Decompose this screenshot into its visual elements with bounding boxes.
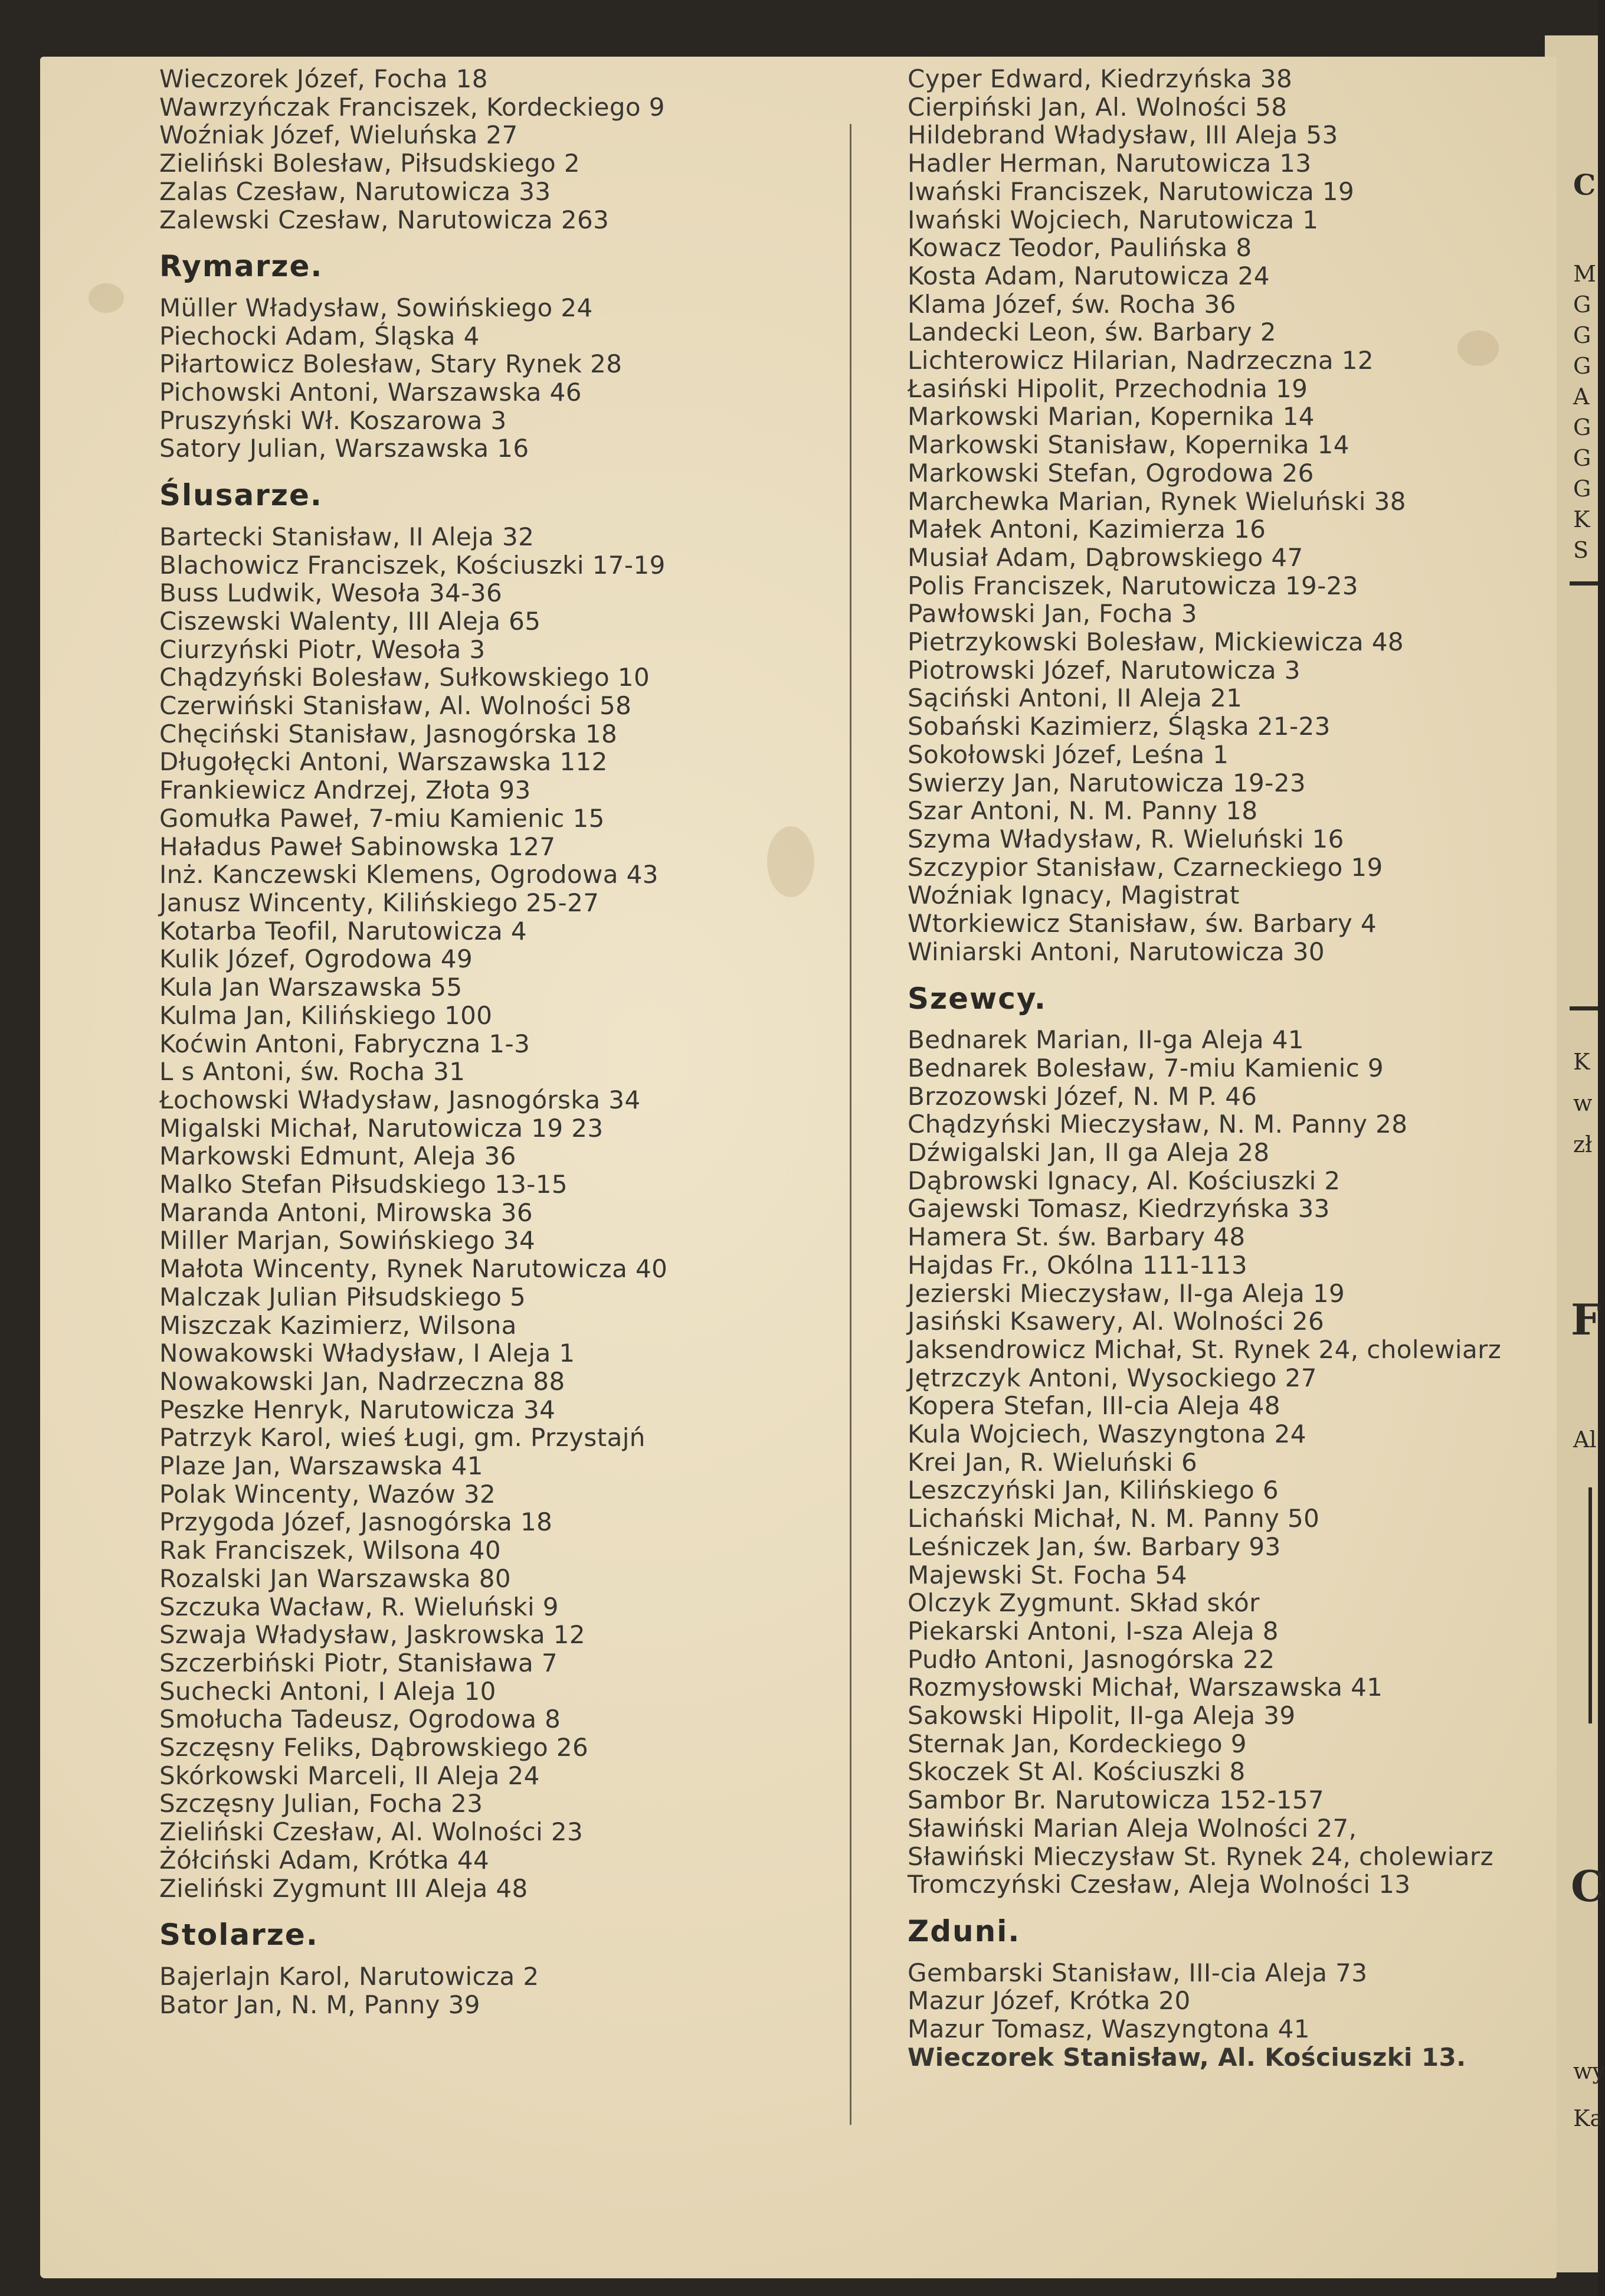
list-entry: Wieczorek Stanisław, Al. Kościuszki 13. xyxy=(908,2042,1466,2072)
list-entry: Szczypior Stanisław, Czarneckiego 19 xyxy=(908,852,1383,882)
list-entry: Kotarba Teofil, Narutowicza 4 xyxy=(159,916,528,946)
list-entry: Jasiński Ksawery, Al. Wolności 26 xyxy=(908,1307,1325,1336)
stolarze-list xyxy=(159,1963,838,2019)
list-entry: Klama Józef, św. Rocha 36 xyxy=(908,289,1236,319)
list-entry: Müller Władysław, Sowińskiego 24 xyxy=(159,293,593,322)
list-entry: Jaksendrowicz Michał, St. Rynek 24, cholewiarz xyxy=(908,1335,1502,1364)
list-entry: Malczak Julian Piłsudskiego 5 xyxy=(159,1282,526,1311)
list-entry: Kulik Józef, Ogrodowa 49 xyxy=(159,944,473,974)
left-column xyxy=(159,65,838,2019)
list-entry: Kula Wojciech, Waszyngtona 24 xyxy=(908,1420,1306,1449)
list-entry: Mazur Tomasz, Waszyngtona 41 xyxy=(908,2014,1310,2044)
list-entry: Nowakowski Władysław, I Aleja 1 xyxy=(159,1339,575,1368)
list-entry: Bednarek Marian, II-ga Aleja 41 xyxy=(908,1025,1305,1055)
list-entry: Zieliński Czesław, Al. Wolności 23 xyxy=(159,1817,584,1847)
list-entry: Hamera St. św. Barbary 48 xyxy=(908,1222,1246,1252)
edge-letter: C xyxy=(1573,169,1596,202)
list-entry: Plaze Jan, Warszawska 41 xyxy=(159,1451,483,1481)
list-entry: Zieliński Bolesław, Piłsudskiego 2 xyxy=(159,149,580,178)
section-heading-slusarze: Ślusarze. xyxy=(159,478,323,513)
list-entry: Leszczyński Jan, Kilińskiego 6 xyxy=(908,1476,1279,1505)
list-entry: Tromczyński Czesław, Aleja Wolności 13 xyxy=(908,1870,1411,1899)
zduni-list xyxy=(908,1959,1551,2072)
list-entry: Maranda Antoni, Mirowska 36 xyxy=(159,1198,533,1227)
list-entry: Markowski Stefan, Ogrodowa 26 xyxy=(908,458,1314,488)
list-entry: Miszczak Kazimierz, Wilsona xyxy=(159,1310,517,1340)
list-entry: Zieliński Zygmunt III Aleja 48 xyxy=(159,1873,528,1903)
list-entry: Sławiński Mieczysław St. Rynek 24, cholewiarz xyxy=(908,1842,1494,1871)
edge-letter: M xyxy=(1573,261,1596,287)
list-entry: Szczerbiński Piotr, Stanisława 7 xyxy=(159,1648,558,1677)
list-entry: Pichowski Antoni, Warszawska 46 xyxy=(159,378,582,407)
list-entry: Pudło Antoni, Jasnogórska 22 xyxy=(908,1644,1275,1674)
list-entry: Małota Wincenty, Rynek Narutowicza 40 xyxy=(159,1254,668,1284)
list-entry: Kulma Jan, Kilińskiego 100 xyxy=(159,1000,493,1030)
column-divider xyxy=(850,124,851,2125)
list-entry: Majewski St. Focha 54 xyxy=(908,1560,1187,1589)
list-entry: Cyper Edward, Kiedrzyńska 38 xyxy=(908,64,1293,93)
list-entry: Satory Julian, Warszawska 16 xyxy=(159,434,529,463)
section-heading-rymarze: Rymarze. xyxy=(159,249,323,284)
list-entry: Winiarski Antoni, Narutowicza 30 xyxy=(908,937,1325,966)
list-entry: Łochowski Władysław, Jasnogórska 34 xyxy=(159,1085,641,1114)
list-entry: Mazur Józef, Krótka 20 xyxy=(908,1986,1191,2016)
list-entry: Zalewski Czesław, Narutowicza 263 xyxy=(159,205,610,234)
list-entry: Iwański Franciszek, Narutowicza 19 xyxy=(908,176,1355,206)
section-heading-stolarze: Stolarze. xyxy=(159,1918,319,1952)
list-entry: Marchewka Marian, Rynek Wieluński 38 xyxy=(908,486,1406,516)
list-entry: Gajewski Tomasz, Kiedrzyńska 33 xyxy=(908,1194,1330,1224)
list-entry: Gembarski Stanisław, III-cia Aleja 73 xyxy=(908,1958,1368,1987)
list-entry: Landecki Leon, św. Barbary 2 xyxy=(908,318,1276,347)
left-top-list xyxy=(159,65,838,234)
list-entry: Leśniczek Jan, św. Barbary 93 xyxy=(908,1532,1281,1561)
list-entry: Cierpiński Jan, Al. Wolności 58 xyxy=(908,92,1288,122)
edge-letter: wy xyxy=(1573,2058,1605,2084)
list-entry: Ciszewski Walenty, III Aleja 65 xyxy=(159,606,541,636)
list-entry: Piekarski Antoni, I-sza Aleja 8 xyxy=(908,1616,1279,1646)
list-entry: Blachowicz Franciszek, Kościuszki 17-19 xyxy=(159,550,666,580)
list-entry: Olczyk Zygmunt. Skład skór xyxy=(908,1588,1260,1618)
section-heading-zduni: Zduni. xyxy=(908,1914,1021,1948)
edge-letter: zł xyxy=(1573,1131,1593,1157)
list-entry: Kosta Adam, Narutowicza 24 xyxy=(908,261,1270,290)
list-entry: Piotrowski Józef, Narutowicza 3 xyxy=(908,655,1301,685)
list-entry: Wawrzyńczak Franciszek, Kordeckiego 9 xyxy=(159,92,665,122)
edge-letter: A xyxy=(1573,384,1590,410)
list-entry: Chądzyński Bolesław, Sułkowskiego 10 xyxy=(159,663,650,692)
list-entry: Szczuka Wacław, R. Wieluński 9 xyxy=(159,1592,559,1621)
list-entry: Kula Jan Warszawska 55 xyxy=(159,973,463,1002)
list-entry: Hadler Herman, Narutowicza 13 xyxy=(908,149,1312,178)
list-entry: Koćwin Antoni, Fabryczna 1-3 xyxy=(159,1029,530,1058)
list-entry: Zalas Czesław, Narutowicza 33 xyxy=(159,176,551,206)
edge-letter: Al xyxy=(1573,1427,1597,1453)
list-entry: Gomułka Paweł, 7-miu Kamienic 15 xyxy=(159,803,605,833)
list-entry: Iwański Wojciech, Narutowicza 1 xyxy=(908,205,1319,234)
edge-rule xyxy=(1570,1006,1598,1010)
list-entry: Rak Franciszek, Wilsona 40 xyxy=(159,1536,502,1565)
list-entry: Markowski Marian, Kopernika 14 xyxy=(908,402,1315,431)
list-entry: Pawłowski Jan, Focha 3 xyxy=(908,599,1197,629)
list-entry: Pruszyński Wł. Koszarowa 3 xyxy=(159,405,507,435)
list-entry: Malko Stefan Piłsudskiego 13-15 xyxy=(159,1170,568,1199)
list-entry: Woźniak Józef, Wieluńska 27 xyxy=(159,120,518,150)
list-entry: Lichterowicz Hilarian, Nadrzeczna 12 xyxy=(908,346,1374,375)
edge-letter: G xyxy=(1573,353,1591,379)
edge-vertical-rule xyxy=(1588,1487,1592,1723)
edge-letter: G xyxy=(1573,292,1591,318)
list-entry: Jętrzczyk Antoni, Wysockiego 27 xyxy=(908,1363,1317,1392)
slusarze-list xyxy=(159,523,838,1902)
list-entry: Swierzy Jan, Narutowicza 19-23 xyxy=(908,768,1306,797)
list-entry: Sokołowski Józef, Leśna 1 xyxy=(908,740,1229,769)
list-entry: Smołucha Tadeusz, Ogrodowa 8 xyxy=(159,1705,561,1734)
edge-letter: w xyxy=(1573,1090,1593,1116)
list-entry: Sobański Kazimierz, Śląska 21-23 xyxy=(908,712,1331,741)
list-entry: Sakowski Hipolit, II-ga Aleja 39 xyxy=(908,1701,1296,1731)
list-entry: Bator Jan, N. M, Panny 39 xyxy=(159,1990,480,2019)
rymarze-list xyxy=(159,294,838,463)
list-entry: Suchecki Antoni, I Aleja 10 xyxy=(159,1676,496,1706)
edge-letter: Ka xyxy=(1573,2105,1604,2131)
list-entry: Migalski Michał, Narutowicza 19 23 xyxy=(159,1113,604,1143)
list-entry: Polak Wincenty, Wazów 32 xyxy=(159,1479,496,1509)
list-entry: Skoczek St Al. Kościuszki 8 xyxy=(908,1757,1246,1787)
edge-letter: G xyxy=(1573,322,1591,348)
list-entry: Sąciński Antoni, II Aleja 21 xyxy=(908,683,1243,713)
list-entry: Sambor Br. Narutowicza 152-157 xyxy=(908,1785,1325,1815)
list-entry: Inż. Kanczewski Klemens, Ogrodowa 43 xyxy=(159,860,659,889)
list-entry: Jezierski Mieczysław, II-ga Aleja 19 xyxy=(908,1278,1345,1308)
list-entry: Sternak Jan, Kordeckiego 9 xyxy=(908,1729,1247,1758)
list-entry: Ciurzyński Piotr, Wesoła 3 xyxy=(159,634,486,664)
section-heading-szewcy: Szewcy. xyxy=(908,981,1047,1016)
list-entry: Szwaja Władysław, Jaskrowska 12 xyxy=(159,1620,585,1650)
list-entry: Nowakowski Jan, Nadrzeczna 88 xyxy=(159,1366,565,1396)
list-entry: Hildebrand Władysław, III Aleja 53 xyxy=(908,120,1338,150)
list-entry: Miller Marjan, Sowińskiego 34 xyxy=(159,1226,536,1255)
edge-letter: G xyxy=(1573,476,1591,502)
list-entry: Sławiński Marian Aleja Wolności 27, xyxy=(908,1813,1357,1843)
list-entry: Szar Antoni, N. M. Panny 18 xyxy=(908,796,1258,826)
list-entry: Dźwigalski Jan, II ga Aleja 28 xyxy=(908,1138,1270,1167)
list-entry: Chęciński Stanisław, Jasnogórska 18 xyxy=(159,719,618,748)
list-entry: Chądzyński Mieczysław, N. M. Panny 28 xyxy=(908,1110,1408,1139)
list-entry: Frankiewicz Andrzej, Złota 93 xyxy=(159,776,531,805)
list-entry: Peszke Henryk, Narutowicza 34 xyxy=(159,1395,556,1424)
list-entry: Buss Ludwik, Wesoła 34-36 xyxy=(159,578,503,608)
list-entry: Szyma Władysław, R. Wieluński 16 xyxy=(908,824,1344,853)
list-entry: Piłartowicz Bolesław, Stary Rynek 28 xyxy=(159,349,623,379)
edge-letter: F xyxy=(1571,1294,1601,1345)
list-entry: L s Antoni, św. Rocha 31 xyxy=(159,1057,466,1087)
list-entry: Musiał Adam, Dąbrowskiego 47 xyxy=(908,542,1303,572)
list-entry: Krei Jan, R. Wieluński 6 xyxy=(908,1447,1198,1477)
list-entry: Czerwiński Stanisław, Al. Wolności 58 xyxy=(159,691,632,721)
edge-letter: G xyxy=(1573,445,1591,471)
list-entry: Przygoda Józef, Jasnogórska 18 xyxy=(159,1507,553,1537)
list-entry: Janusz Wincenty, Kilińskiego 25-27 xyxy=(159,888,600,917)
right-top-list xyxy=(908,65,1551,966)
list-entry: Polis Franciszek, Narutowicza 19-23 xyxy=(908,571,1358,600)
list-entry: Bajerlajn Karol, Narutowicza 2 xyxy=(159,1962,539,1991)
edge-letter: S xyxy=(1573,537,1589,563)
edge-letter: K xyxy=(1573,506,1590,532)
list-entry: Szczęsny Julian, Focha 23 xyxy=(159,1789,483,1819)
edge-letter: K xyxy=(1573,1049,1590,1075)
list-entry: Patrzyk Karol, wieś Ługi, gm. Przystajń xyxy=(159,1423,646,1453)
list-entry: Woźniak Ignacy, Magistrat xyxy=(908,881,1240,910)
edge-letter: G xyxy=(1573,414,1591,440)
list-entry: Szczęsny Feliks, Dąbrowskiego 26 xyxy=(159,1733,589,1762)
list-entry: Kowacz Teodor, Paulińska 8 xyxy=(908,233,1252,263)
list-entry: Piechocki Adam, Śląska 4 xyxy=(159,321,480,351)
edge-letter: C xyxy=(1571,1861,1605,1911)
list-entry: Rozmysłowski Michał, Warszawska 41 xyxy=(908,1673,1383,1702)
list-entry: Hajdas Fr., Okólna 111-113 xyxy=(908,1250,1248,1280)
szewcy-list xyxy=(908,1026,1551,1899)
list-entry: Markowski Edmunt, Aleja 36 xyxy=(159,1142,516,1171)
list-entry: Skórkowski Marceli, II Aleja 24 xyxy=(159,1761,540,1790)
list-entry: Wieczorek Józef, Focha 18 xyxy=(159,64,488,93)
list-entry: Bartecki Stanisław, II Aleja 32 xyxy=(159,522,535,551)
list-entry: Długołęcki Antoni, Warszawska 112 xyxy=(159,747,608,777)
list-entry: Kopera Stefan, III-cia Aleja 48 xyxy=(908,1391,1280,1421)
list-entry: Rozalski Jan Warszawska 80 xyxy=(159,1564,512,1593)
list-entry: Żółciński Adam, Krótka 44 xyxy=(159,1845,490,1875)
list-entry: Wtorkiewicz Stanisław, św. Barbary 4 xyxy=(908,909,1377,938)
list-entry: Brzozowski Józef, N. M P. 46 xyxy=(908,1081,1257,1111)
right-column xyxy=(908,65,1551,2072)
list-entry: Pietrzykowski Bolesław, Mickiewicza 48 xyxy=(908,627,1404,657)
paper-stain xyxy=(89,283,124,313)
list-entry: Markowski Stanisław, Kopernika 14 xyxy=(908,430,1349,460)
edge-rule xyxy=(1570,581,1598,586)
list-entry: Dąbrowski Ignacy, Al. Kościuszki 2 xyxy=(908,1166,1341,1195)
list-entry: Łasiński Hipolit, Przechodnia 19 xyxy=(908,374,1308,403)
list-entry: Bednarek Bolesław, 7-miu Kamienic 9 xyxy=(908,1053,1384,1082)
list-entry: Lichański Michał, N. M. Panny 50 xyxy=(908,1504,1320,1533)
list-entry: Haładus Paweł Sabinowska 127 xyxy=(159,832,556,861)
list-entry: Małek Antoni, Kazimierza 16 xyxy=(908,515,1266,544)
